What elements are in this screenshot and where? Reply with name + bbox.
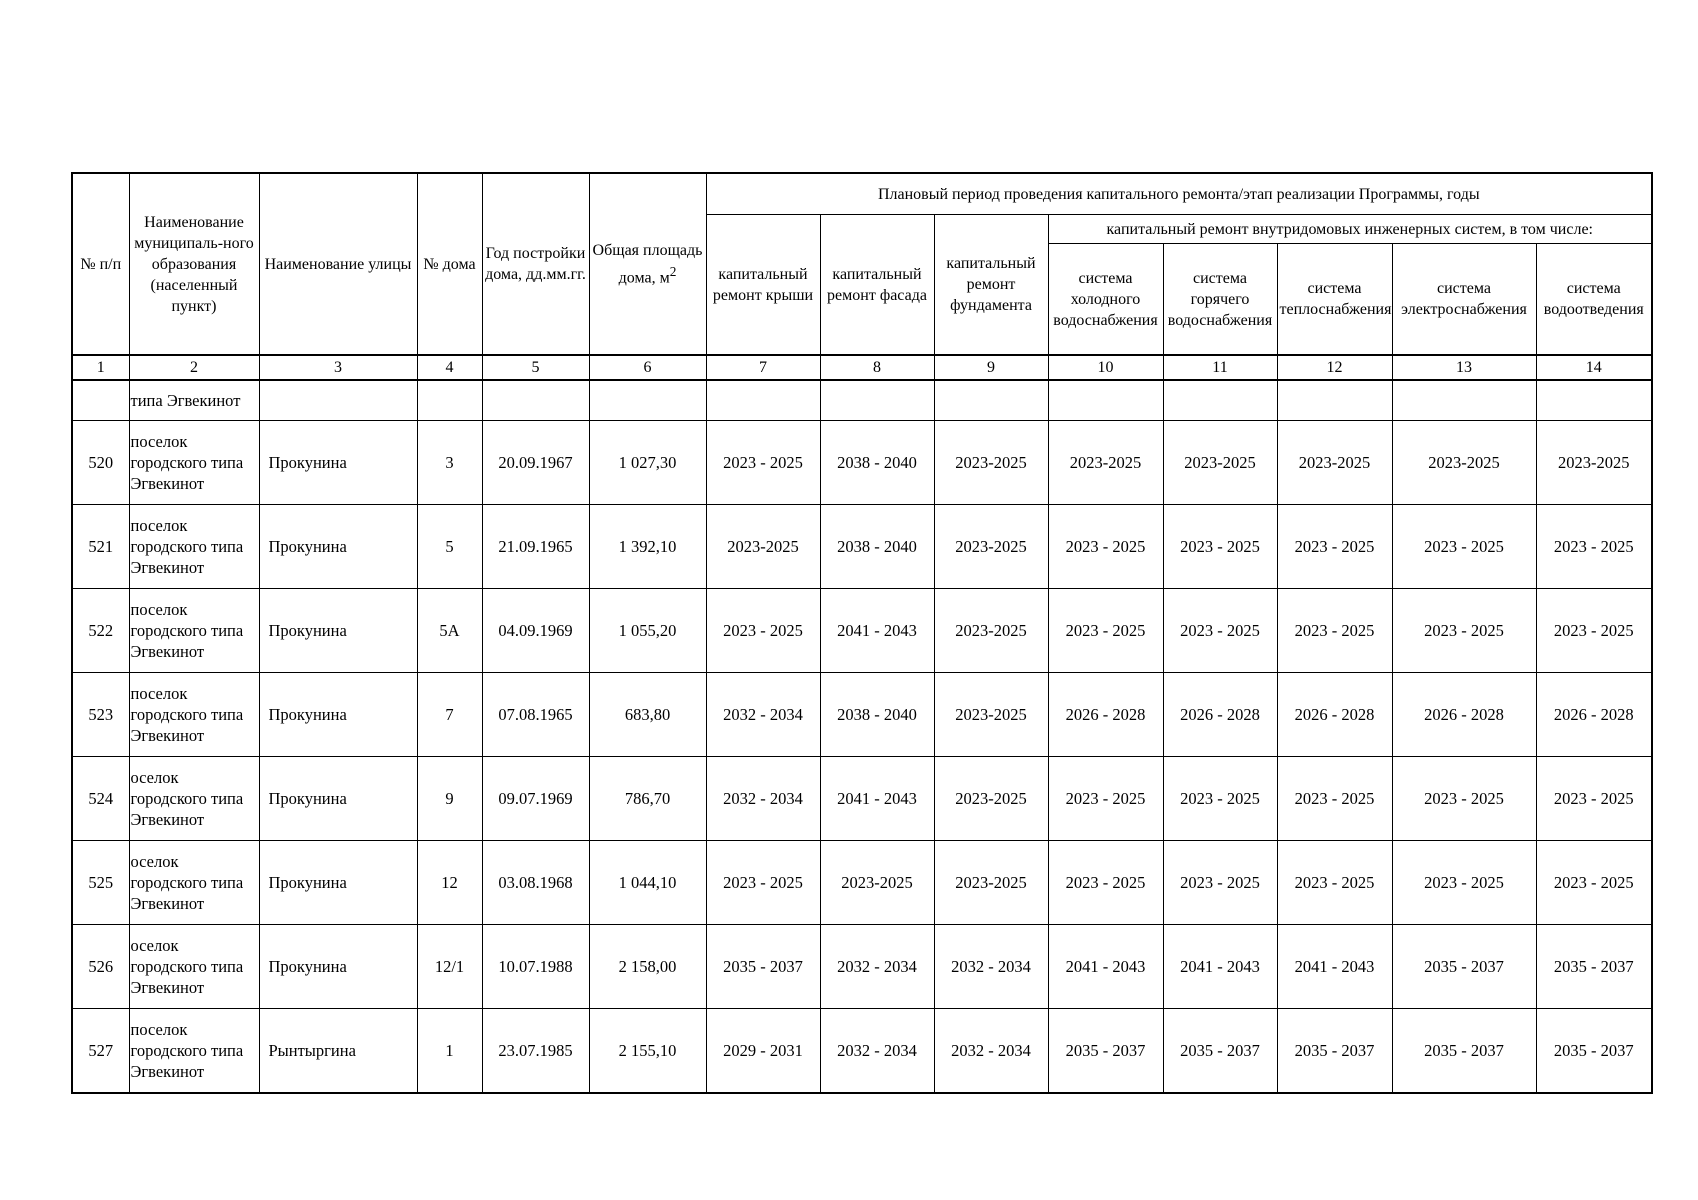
cell-num: 521: [72, 505, 129, 589]
cell-empty: [259, 380, 417, 421]
cell-year: 04.09.1969: [482, 589, 589, 673]
cell-municipality: поселок городского типа Эгвекинот: [129, 673, 259, 757]
cell-cold: 2023 - 2025: [1048, 589, 1163, 673]
cell-foundation: 2023-2025: [934, 589, 1048, 673]
continued-row: [72, 380, 1652, 421]
cell-heat: 2041 - 2043: [1277, 925, 1392, 1009]
cell-foundation: 2032 - 2034: [934, 1009, 1048, 1094]
header-foundation: капитальный ремонт фундамента: [934, 215, 1048, 356]
cell-hot: 2026 - 2028: [1163, 673, 1277, 757]
cell-area: 2 155,10: [589, 1009, 706, 1094]
cell-house: 9: [417, 757, 482, 841]
cell-num: 524: [72, 757, 129, 841]
cell-hot: 2035 - 2037: [1163, 1009, 1277, 1094]
cell-street: Прокунина: [259, 841, 417, 925]
header-municipality: Наименование муниципаль-ного образования (населенный пункт): [129, 173, 259, 355]
cell-year: 21.09.1965: [482, 505, 589, 589]
cell-cold: 2023 - 2025: [1048, 505, 1163, 589]
document-page: [71, 172, 1651, 1094]
cell-heat: 2023 - 2025: [1277, 589, 1392, 673]
cell-hot: 2023 - 2025: [1163, 841, 1277, 925]
column-number: 10: [1048, 355, 1163, 380]
cell-year: 20.09.1967: [482, 421, 589, 505]
cell-roof: 2032 - 2034: [706, 757, 820, 841]
column-number: 12: [1277, 355, 1392, 380]
cell-hot: 2041 - 2043: [1163, 925, 1277, 1009]
cell-street: Прокунина: [259, 505, 417, 589]
cell-foundation: 2023-2025: [934, 421, 1048, 505]
column-number-row: [72, 355, 1652, 380]
cell-elec: 2035 - 2037: [1392, 925, 1536, 1009]
cell-year: 07.08.1965: [482, 673, 589, 757]
column-number: 9: [934, 355, 1048, 380]
cell-facade: 2041 - 2043: [820, 589, 934, 673]
cell-heat: 2035 - 2037: [1277, 1009, 1392, 1094]
table-header: [72, 173, 1652, 380]
cell-foundation: 2023-2025: [934, 505, 1048, 589]
cell-facade: 2023-2025: [820, 841, 934, 925]
cell-house: 1: [417, 1009, 482, 1094]
table-row: [72, 841, 1652, 925]
column-number: 8: [820, 355, 934, 380]
cell-empty: [1536, 380, 1652, 421]
cell-num: 527: [72, 1009, 129, 1094]
header-facade: капитальный ремонт фасада: [820, 215, 934, 356]
cell-heat: 2026 - 2028: [1277, 673, 1392, 757]
cell-street: Прокунина: [259, 589, 417, 673]
header-area: Общая площадь дома, $м^2$: [589, 173, 706, 355]
cell-area: 1 392,10: [589, 505, 706, 589]
cell-area: 1 027,30: [589, 421, 706, 505]
cell-street: Прокунина: [259, 673, 417, 757]
column-number: 14: [1536, 355, 1652, 380]
header-electric: система электроснабжения: [1392, 244, 1536, 356]
column-number: 11: [1163, 355, 1277, 380]
cell-hot: 2023 - 2025: [1163, 757, 1277, 841]
cell-facade: 2032 - 2034: [820, 925, 934, 1009]
cell-foundation: 2023-2025: [934, 673, 1048, 757]
column-number: 2: [129, 355, 259, 380]
cell-area: 786,70: [589, 757, 706, 841]
cell-roof: 2023 - 2025: [706, 841, 820, 925]
cell-cold: 2023 - 2025: [1048, 757, 1163, 841]
cell-cold: 2023 - 2025: [1048, 841, 1163, 925]
cell-elec: 2026 - 2028: [1392, 673, 1536, 757]
column-number: 7: [706, 355, 820, 380]
cell-area: 683,80: [589, 673, 706, 757]
header-street: Наименование улицы: [259, 173, 417, 355]
header-num: № п/п: [72, 173, 129, 355]
cell-heat: 2023 - 2025: [1277, 841, 1392, 925]
cell-heat: 2023-2025: [1277, 421, 1392, 505]
cell-roof: 2029 - 2031: [706, 1009, 820, 1094]
header-house: № дома: [417, 173, 482, 355]
column-number: 6: [589, 355, 706, 380]
cell-empty: [417, 380, 482, 421]
cell-house: 12: [417, 841, 482, 925]
cell-cold: 2035 - 2037: [1048, 1009, 1163, 1094]
cell-year: 03.08.1968: [482, 841, 589, 925]
cell-roof: 2032 - 2034: [706, 673, 820, 757]
cell-foundation: 2023-2025: [934, 841, 1048, 925]
cell-municipality: типа Эгвекинот: [129, 380, 259, 421]
cell-drain: 2023 - 2025: [1536, 505, 1652, 589]
cell-facade: 2032 - 2034: [820, 1009, 934, 1094]
cell-heat: 2023 - 2025: [1277, 757, 1392, 841]
table-row: [72, 589, 1652, 673]
cell-num: 525: [72, 841, 129, 925]
header-drainage: система водоотведения: [1536, 244, 1652, 356]
header-heating: система теплоснабжения: [1277, 244, 1392, 356]
table-row: [72, 925, 1652, 1009]
cell-drain: 2023 - 2025: [1536, 589, 1652, 673]
header-roof: капитальный ремонт крыши: [706, 215, 820, 356]
cell-drain: 2035 - 2037: [1536, 925, 1652, 1009]
cell-facade: 2038 - 2040: [820, 421, 934, 505]
cell-heat: 2023 - 2025: [1277, 505, 1392, 589]
column-number: 1: [72, 355, 129, 380]
cell-house: 5А: [417, 589, 482, 673]
cell-municipality: поселок городского типа Эгвекинот: [129, 589, 259, 673]
cell-year: 10.07.1988: [482, 925, 589, 1009]
cell-empty: [1163, 380, 1277, 421]
cell-foundation: 2032 - 2034: [934, 925, 1048, 1009]
cell-facade: 2041 - 2043: [820, 757, 934, 841]
cell-cold: 2026 - 2028: [1048, 673, 1163, 757]
table-row: [72, 421, 1652, 505]
table-row: [72, 505, 1652, 589]
cell-drain: 2023-2025: [1536, 421, 1652, 505]
cell-cold: 2023-2025: [1048, 421, 1163, 505]
cell-empty: [820, 380, 934, 421]
cell-empty: [706, 380, 820, 421]
superscript-2: 2: [669, 263, 677, 279]
cell-elec: 2023-2025: [1392, 421, 1536, 505]
cell-roof: 2023 - 2025: [706, 589, 820, 673]
cell-year: 23.07.1985: [482, 1009, 589, 1094]
cell-foundation: 2023-2025: [934, 757, 1048, 841]
cell-elec: 2023 - 2025: [1392, 757, 1536, 841]
column-number: 5: [482, 355, 589, 380]
cell-empty: [1392, 380, 1536, 421]
cell-municipality: оселок городского типа Эгвекинот: [129, 925, 259, 1009]
cell-house: 5: [417, 505, 482, 589]
header-hot-water: система горячего водоснабжения: [1163, 244, 1277, 356]
cell-empty: [1277, 380, 1392, 421]
cell-roof: 2023-2025: [706, 505, 820, 589]
cell-num: 522: [72, 589, 129, 673]
cell-elec: 2035 - 2037: [1392, 1009, 1536, 1094]
cell-street: Прокунина: [259, 757, 417, 841]
header-cold-water: система холодного водоснабжения: [1048, 244, 1163, 356]
cell-area: 2 158,00: [589, 925, 706, 1009]
cell-municipality: оселок городского типа Эгвекинот: [129, 757, 259, 841]
cell-roof: 2035 - 2037: [706, 925, 820, 1009]
cell-empty: [934, 380, 1048, 421]
cell-elec: 2023 - 2025: [1392, 589, 1536, 673]
cell-house: 12/1: [417, 925, 482, 1009]
table-body: [72, 380, 1652, 1093]
cell-num: 526: [72, 925, 129, 1009]
cell-house: 3: [417, 421, 482, 505]
cell-roof: 2023 - 2025: [706, 421, 820, 505]
column-number: 13: [1392, 355, 1536, 380]
cell-drain: 2023 - 2025: [1536, 757, 1652, 841]
cell-facade: 2038 - 2040: [820, 673, 934, 757]
cell-empty: [589, 380, 706, 421]
cell-empty: [1048, 380, 1163, 421]
cell-facade: 2038 - 2040: [820, 505, 934, 589]
cell-cold: 2041 - 2043: [1048, 925, 1163, 1009]
cell-year: 09.07.1969: [482, 757, 589, 841]
cell-num: 520: [72, 421, 129, 505]
cell-street: Прокунина: [259, 925, 417, 1009]
cell-house: 7: [417, 673, 482, 757]
cell-drain: 2026 - 2028: [1536, 673, 1652, 757]
cell-street: Прокунина: [259, 421, 417, 505]
cell-elec: 2023 - 2025: [1392, 841, 1536, 925]
capital-repair-table: [71, 172, 1653, 1094]
cell-hot: 2023 - 2025: [1163, 589, 1277, 673]
cell-area: 1 044,10: [589, 841, 706, 925]
cell-elec: 2023 - 2025: [1392, 505, 1536, 589]
cell-street: Рынтыргина: [259, 1009, 417, 1094]
cell-hot: 2023-2025: [1163, 421, 1277, 505]
column-number: 4: [417, 355, 482, 380]
table-row: [72, 757, 1652, 841]
cell-drain: 2035 - 2037: [1536, 1009, 1652, 1094]
cell-municipality: оселок городского типа Эгвекинот: [129, 841, 259, 925]
cell-hot: 2023 - 2025: [1163, 505, 1277, 589]
header-engineering: капитальный ремонт внутридомовых инженерных систем, в том числе:: [1048, 215, 1652, 244]
table-row: [72, 1009, 1652, 1094]
cell-area: 1 055,20: [589, 589, 706, 673]
header-planned-period: Плановый период проведения капитального ремонта/этап реализации Программы, годы: [706, 173, 1652, 215]
cell-municipality: поселок городского типа Эгвекинот: [129, 1009, 259, 1094]
cell-num: [72, 380, 129, 421]
cell-municipality: поселок городского типа Эгвекинот: [129, 505, 259, 589]
cell-empty: [482, 380, 589, 421]
cell-municipality: поселок городского типа Эгвекинот: [129, 421, 259, 505]
header-year: Год постройки дома, дд.мм.гг.: [482, 173, 589, 355]
cell-num: 523: [72, 673, 129, 757]
column-number: 3: [259, 355, 417, 380]
cell-drain: 2023 - 2025: [1536, 841, 1652, 925]
table-row: [72, 673, 1652, 757]
